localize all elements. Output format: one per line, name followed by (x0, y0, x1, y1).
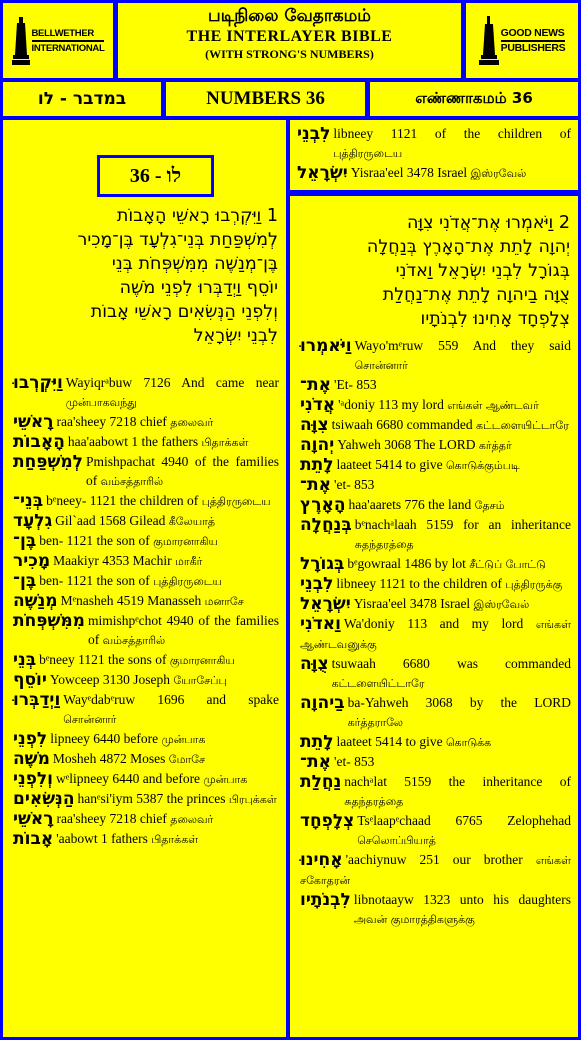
word-entry (300, 435, 571, 455)
hebrew-verse-line: לְמִשְׁפַּחַת בְּנֵי־גִלְעָד בֶּן־מָכִיר (77, 230, 278, 250)
transliteration-gloss: Wayo'mᵉruw 559 And they said (354, 338, 571, 353)
tamil-gloss: குமாரனாகிய (153, 535, 218, 548)
word-entry (13, 650, 279, 670)
tamil-gloss: செலொப்பியாத் (357, 834, 436, 847)
transliteration-gloss: bᵉneey 1121 the sons of (39, 652, 170, 667)
hebrew-verse-line: בֶּן־מְנַשֶּׁה מִמִּשְׁפְּחֹת בְּנֵי (111, 254, 278, 274)
tamil-gloss: இஸ்ரவேல் (470, 167, 527, 180)
hebrew-word: אָבוֹת (13, 829, 54, 849)
hebrew-word: בֶּן־ (13, 571, 37, 591)
left-column (3, 120, 286, 1037)
word-entry (13, 412, 279, 432)
hebrew-verse-line: יְהוָה לָתֵת אֶת־הָאָרֶץ בְּנַחֲלָה (366, 237, 570, 257)
tamil-gloss: வம்சத்தாரில் (100, 475, 164, 488)
word-entry (13, 749, 279, 769)
hebrew-word: רָאשֵׁי (13, 412, 54, 432)
word-entry (13, 611, 279, 650)
transliteration-gloss: Gil`aad 1568 Gilead (55, 513, 169, 528)
page-title (118, 3, 461, 78)
hebrew-word: אָחִינוּ (300, 850, 343, 870)
left-logo-line2: INTERNATIONAL (31, 42, 105, 54)
tamil-gloss: அவன் குமாரத்திகளுக்கு (353, 913, 475, 926)
hebrew-word: מִמִּשְׁפְּחֹת (13, 611, 85, 631)
transliteration-gloss: nachᵃlat 5159 the inheritance of (344, 774, 571, 789)
hebrew-word: בַיהוָה (300, 693, 345, 713)
transliteration-gloss: laateet 5414 to give (336, 734, 446, 749)
word-entry (300, 475, 571, 495)
word-entry (300, 850, 571, 890)
transliteration-gloss: Yisraa'eel 3478 Israel (350, 165, 471, 180)
hebrew-word: הַנְּשִׂאִים (13, 789, 75, 809)
transliteration-gloss: bᵉnachᵃlaah 5159 for an inheritance (354, 517, 571, 532)
word-entry (13, 729, 279, 749)
word-entry (300, 752, 571, 772)
hebrew-word: יוֹסֵף (13, 670, 47, 690)
word-entry (300, 415, 571, 435)
transliteration-gloss: raa'sheey 7218 chief (56, 811, 171, 826)
word-entry (300, 594, 571, 614)
transliteration-gloss: bᵉneey- 1121 the children of (46, 493, 202, 508)
tamil-gloss: முன்பாக (161, 733, 206, 746)
torch-statue-icon (479, 15, 499, 67)
hebrew-verse-line: צְלָפְחָד אָחִינוּ לִבְנֹתָיו (420, 309, 570, 329)
right-top-word-list (297, 124, 571, 183)
good-news-logo (466, 3, 578, 78)
hebrew-word: לִבְנֹתָיו (300, 890, 351, 910)
hebrew-verse-line: 2 וַיֹּאמְרוּ אֶת־אֲדֹנִי צִוָּה (406, 213, 570, 233)
tamil-gloss: முன்பாகவந்து (65, 396, 137, 409)
transliteration-gloss: hanᵉsi'iym 5387 the princes (77, 791, 229, 806)
right-word-list (300, 336, 571, 929)
verse-2-hebrew (367, 211, 570, 331)
transliteration-gloss: 'Et- 853 (334, 377, 377, 392)
transliteration-gloss: Tsᵉlaapᵉchaad 6765 Zelophehad (357, 813, 571, 828)
transliteration-gloss: Wayiqrᵃbuw 7126 And came near (65, 375, 279, 390)
word-entry (13, 789, 279, 809)
transliteration-gloss: mimishpᵉchot 4940 of the families of (87, 613, 279, 647)
right-logo-line2: PUBLISHERS (500, 41, 566, 54)
hebrew-word: וַיֹּאמְרוּ (300, 336, 352, 356)
tamil-gloss: மாகீர் (175, 555, 203, 568)
transliteration-gloss: Wa'doniy 113 and my lord (343, 616, 536, 631)
tamil-gloss: இஸ்ரவேல் (473, 598, 530, 611)
tamil-gloss: புத்திரருடைய (333, 147, 403, 160)
transliteration-gloss: libnotaayw 1323 unto his daughters (353, 892, 571, 907)
word-entry (13, 690, 279, 729)
word-entry (13, 452, 279, 491)
hebrew-verse-line: יוֹסֵף וַיְדַבְּרוּ לִפְנֵי מֹשֶׁה (119, 278, 278, 298)
tamil-gloss: சொன்னார் (63, 713, 117, 726)
transliteration-gloss: ben- 1121 the son of (39, 573, 154, 588)
hebrew-word: לָתֵת (300, 455, 334, 475)
tamil-gloss: கட்டளையிட்டாரே (331, 677, 425, 690)
bellwether-logo (3, 3, 113, 78)
hebrew-word: בֶּן־ (13, 531, 37, 551)
word-entry (13, 670, 279, 690)
word-entry (13, 531, 279, 551)
transliteration-gloss: Mosheh 4872 Moses (52, 751, 169, 766)
word-entry (300, 614, 571, 654)
hebrew-word: נַחֲלַת (300, 772, 342, 792)
hebrew-word: יִשְׂרָאֵל (297, 163, 348, 183)
tamil-gloss: சுதந்தரத்தை (344, 795, 404, 808)
word-entry (13, 591, 279, 611)
transliteration-gloss: 'aabowt 1 fathers (56, 831, 152, 846)
hebrew-word: וַאדֹנִי (300, 614, 341, 634)
transliteration-gloss: tsuwaah 6680 was commanded (331, 656, 571, 671)
word-entry (300, 336, 571, 375)
hebrew-word: לִבְנֵי (297, 124, 331, 144)
left-logo-line1: BELLWETHER (31, 27, 94, 39)
tamil-gloss: கொடுக்கும்படி (445, 459, 520, 472)
word-entry (300, 515, 571, 554)
word-entry (13, 571, 279, 591)
right-logo-line1: GOOD NEWS (500, 26, 565, 39)
transliteration-gloss: 'ᵃdoniy 113 my lord (338, 397, 448, 412)
word-entry (300, 890, 571, 929)
transliteration-gloss: ben- 1121 the son of (39, 533, 154, 548)
transliteration-gloss: libneey 1121 of the children of (333, 126, 571, 141)
transliteration-gloss: lipneey 6440 before (50, 731, 162, 746)
tamil-gloss: மனாசே (204, 595, 244, 608)
hebrew-word: לְמִשְׁפַּחַת (13, 452, 83, 472)
hebrew-word: בְּנֵי־ (13, 491, 44, 511)
word-entry (300, 455, 571, 475)
tamil-gloss: கர்த்தர் (478, 439, 512, 452)
transliteration-gloss: haa'aabowt 1 the fathers (67, 434, 202, 449)
transliteration-gloss: Yowceep 3130 Joseph (49, 672, 174, 687)
transliteration-gloss: laateet 5414 to give (336, 457, 446, 472)
hebrew-word: וְלִפְנֵי (13, 769, 54, 789)
tamil-gloss: சீட்டுப் போட்டு (469, 558, 546, 571)
transliteration-gloss: tsiwaah 6680 commanded (331, 417, 476, 432)
hebrew-word: הָאָבוֹת (13, 432, 65, 452)
book-title-english: NUMBERS 36 (166, 82, 365, 116)
hebrew-word: לִבְנֵי (300, 574, 334, 594)
tamil-gloss: கர்த்தராலே (347, 716, 404, 729)
hebrew-verse-line: 1 וַיִּקְרְבוּ רָאשֵׁי הָאָבוֹת (116, 206, 278, 226)
tamil-gloss: யோசேப்பு (173, 674, 227, 687)
chapter-badge: 36 - לו (97, 155, 214, 197)
title-tamil: படிநிலை வேதாகமம் (208, 6, 371, 26)
hebrew-word: הָאָרֶץ (300, 495, 346, 515)
hebrew-word: וַיִּקְרְבוּ (13, 373, 63, 393)
book-title-tamil: எண்ணாகமம் 36 (370, 82, 578, 116)
hebrew-word: בְּגוֹרָל (300, 554, 345, 574)
word-entry (300, 772, 571, 811)
hebrew-word: לִפְנֵי (13, 729, 48, 749)
word-entry (300, 654, 571, 693)
transliteration-gloss: ba-Yahweh 3068 by the LORD (347, 695, 571, 710)
word-entry (297, 163, 571, 183)
transliteration-gloss: Wayᵉdabᵉruw 1696 and spake (63, 692, 279, 707)
tamil-gloss: பிரபுக்கள் (228, 793, 277, 806)
word-entry (13, 432, 279, 452)
word-entry (300, 574, 571, 594)
hebrew-verse-line: בְּגוֹרָל לִבְנֵי יִשְׂרָאֵל וַאדֹנִי (395, 261, 570, 281)
word-entry (300, 693, 571, 732)
word-entry (13, 829, 279, 849)
tamil-gloss: எங்கள் சகோதரன் (300, 854, 571, 887)
tamil-gloss: மோசே (168, 753, 206, 766)
hebrew-word: גִלְעָד (13, 511, 53, 531)
tamil-gloss: பிதாக்கள் (151, 833, 199, 846)
hebrew-word: צְלָפְחָד (300, 811, 355, 831)
word-entry (300, 554, 571, 574)
word-entry (13, 491, 279, 511)
transliteration-gloss: raa'sheey 7218 chief (56, 414, 171, 429)
tamil-gloss: சொன்னார் (354, 359, 408, 372)
tamil-gloss: எங்கள் ஆண்டவர் (447, 399, 539, 412)
tamil-gloss: கட்டளையிட்டாரே (475, 419, 569, 432)
book-title-hebrew: במדבר - לו (3, 82, 161, 116)
hebrew-word: אֶת־ (300, 375, 332, 395)
hebrew-word: יִשְׂרָאֵל (300, 594, 351, 614)
tamil-gloss: புத்திரருடைய (201, 495, 271, 508)
hebrew-word: מָכִיר (13, 551, 51, 571)
word-entry (300, 732, 571, 752)
right-column (290, 196, 578, 1037)
tamil-gloss: தலைவர் (170, 416, 214, 429)
tamil-gloss: கொடுக்க (445, 736, 492, 749)
statue-icon (12, 15, 30, 67)
tamil-gloss: எங்கள் ஆண்டவனுக்கு (300, 618, 571, 651)
hebrew-word: בְּנֵי (13, 650, 37, 670)
hebrew-verse-line: צֻוָּה בַיהוָה לָתֵת אֶת־נַחֲלַת (382, 285, 570, 305)
word-entry (300, 811, 571, 850)
word-entry (297, 124, 571, 163)
hebrew-word: אֶת־ (300, 752, 332, 772)
hebrew-verse-line: וְלִפְנֵי הַנְּשִׂאִים רָאשֵׁי אָבוֹת (90, 302, 278, 322)
transliteration-gloss: 'et- 853 (334, 754, 375, 769)
transliteration-gloss: wᵉlipneey 6440 and before (56, 771, 204, 786)
title-subtitle: (WITH STRONG'S NUMBERS) (205, 47, 374, 61)
tamil-gloss: சுதந்தரத்தை (354, 538, 414, 551)
transliteration-gloss: Yahweh 3068 The LORD (337, 437, 479, 452)
hebrew-word: בְּנַחֲלָה (300, 515, 352, 535)
transliteration-gloss: 'aachiynuw 251 our brother (345, 852, 536, 867)
hebrew-verse-line: לִבְנֵי יִשְׂרָאֵל (193, 326, 278, 346)
transliteration-gloss: bᵉgowraal 1486 by lot (347, 556, 470, 571)
word-entry (13, 511, 279, 531)
transliteration-gloss: Yisraa'eel 3478 Israel (353, 596, 474, 611)
hebrew-word: מֹשֶׁה (13, 749, 50, 769)
word-entry (300, 495, 571, 515)
word-entry (300, 375, 571, 395)
tamil-gloss: குமாரனாகிய (169, 654, 235, 667)
hebrew-word: אֶת־ (300, 475, 332, 495)
transliteration-gloss: Maakiyr 4353 Machir (53, 553, 176, 568)
hebrew-word: לָתֵת (300, 732, 334, 752)
hebrew-word: צִוָּה (300, 415, 329, 435)
hebrew-word: וַיְדַבְּרוּ (13, 690, 61, 710)
hebrew-word: רָאשֵׁי (13, 809, 54, 829)
transliteration-gloss: libneey 1121 to the children of (336, 576, 506, 591)
tamil-gloss: தலைவர் (170, 813, 214, 826)
hebrew-word: יְהוָה (300, 435, 335, 455)
tamil-gloss: தேசம் (474, 499, 505, 512)
tamil-gloss: வம்சத்தாரில் (102, 634, 166, 647)
word-entry (13, 809, 279, 829)
tamil-gloss: முன்பாக (203, 773, 248, 786)
word-entry (13, 551, 279, 571)
word-entry (13, 769, 279, 789)
tamil-gloss: கீலேயாத் (168, 515, 216, 528)
hebrew-word: צֻוָּה (300, 654, 329, 674)
transliteration-gloss: 'et- 853 (334, 477, 375, 492)
title-english: THE INTERLAYER BIBLE (186, 28, 393, 45)
tamil-gloss: பிதாக்கள் (201, 436, 249, 449)
word-entry (13, 373, 279, 412)
verse-1-hebrew (77, 204, 278, 348)
hebrew-word: מְנַשֶּׁה (13, 591, 58, 611)
transliteration-gloss: Mᵉnasheh 4519 Manasseh (60, 593, 205, 608)
hebrew-word: אֲדֹנִי (300, 395, 336, 415)
tamil-gloss: புத்திரருக்கு (505, 578, 563, 591)
tamil-gloss: புத்திரருடைய (153, 575, 222, 588)
right-top-panel (290, 120, 578, 190)
transliteration-gloss: Pmishpachat 4940 of the families of (85, 454, 279, 488)
left-word-list (13, 373, 279, 849)
transliteration-gloss: haa'aarets 776 the land (348, 497, 475, 512)
word-entry (300, 395, 571, 415)
